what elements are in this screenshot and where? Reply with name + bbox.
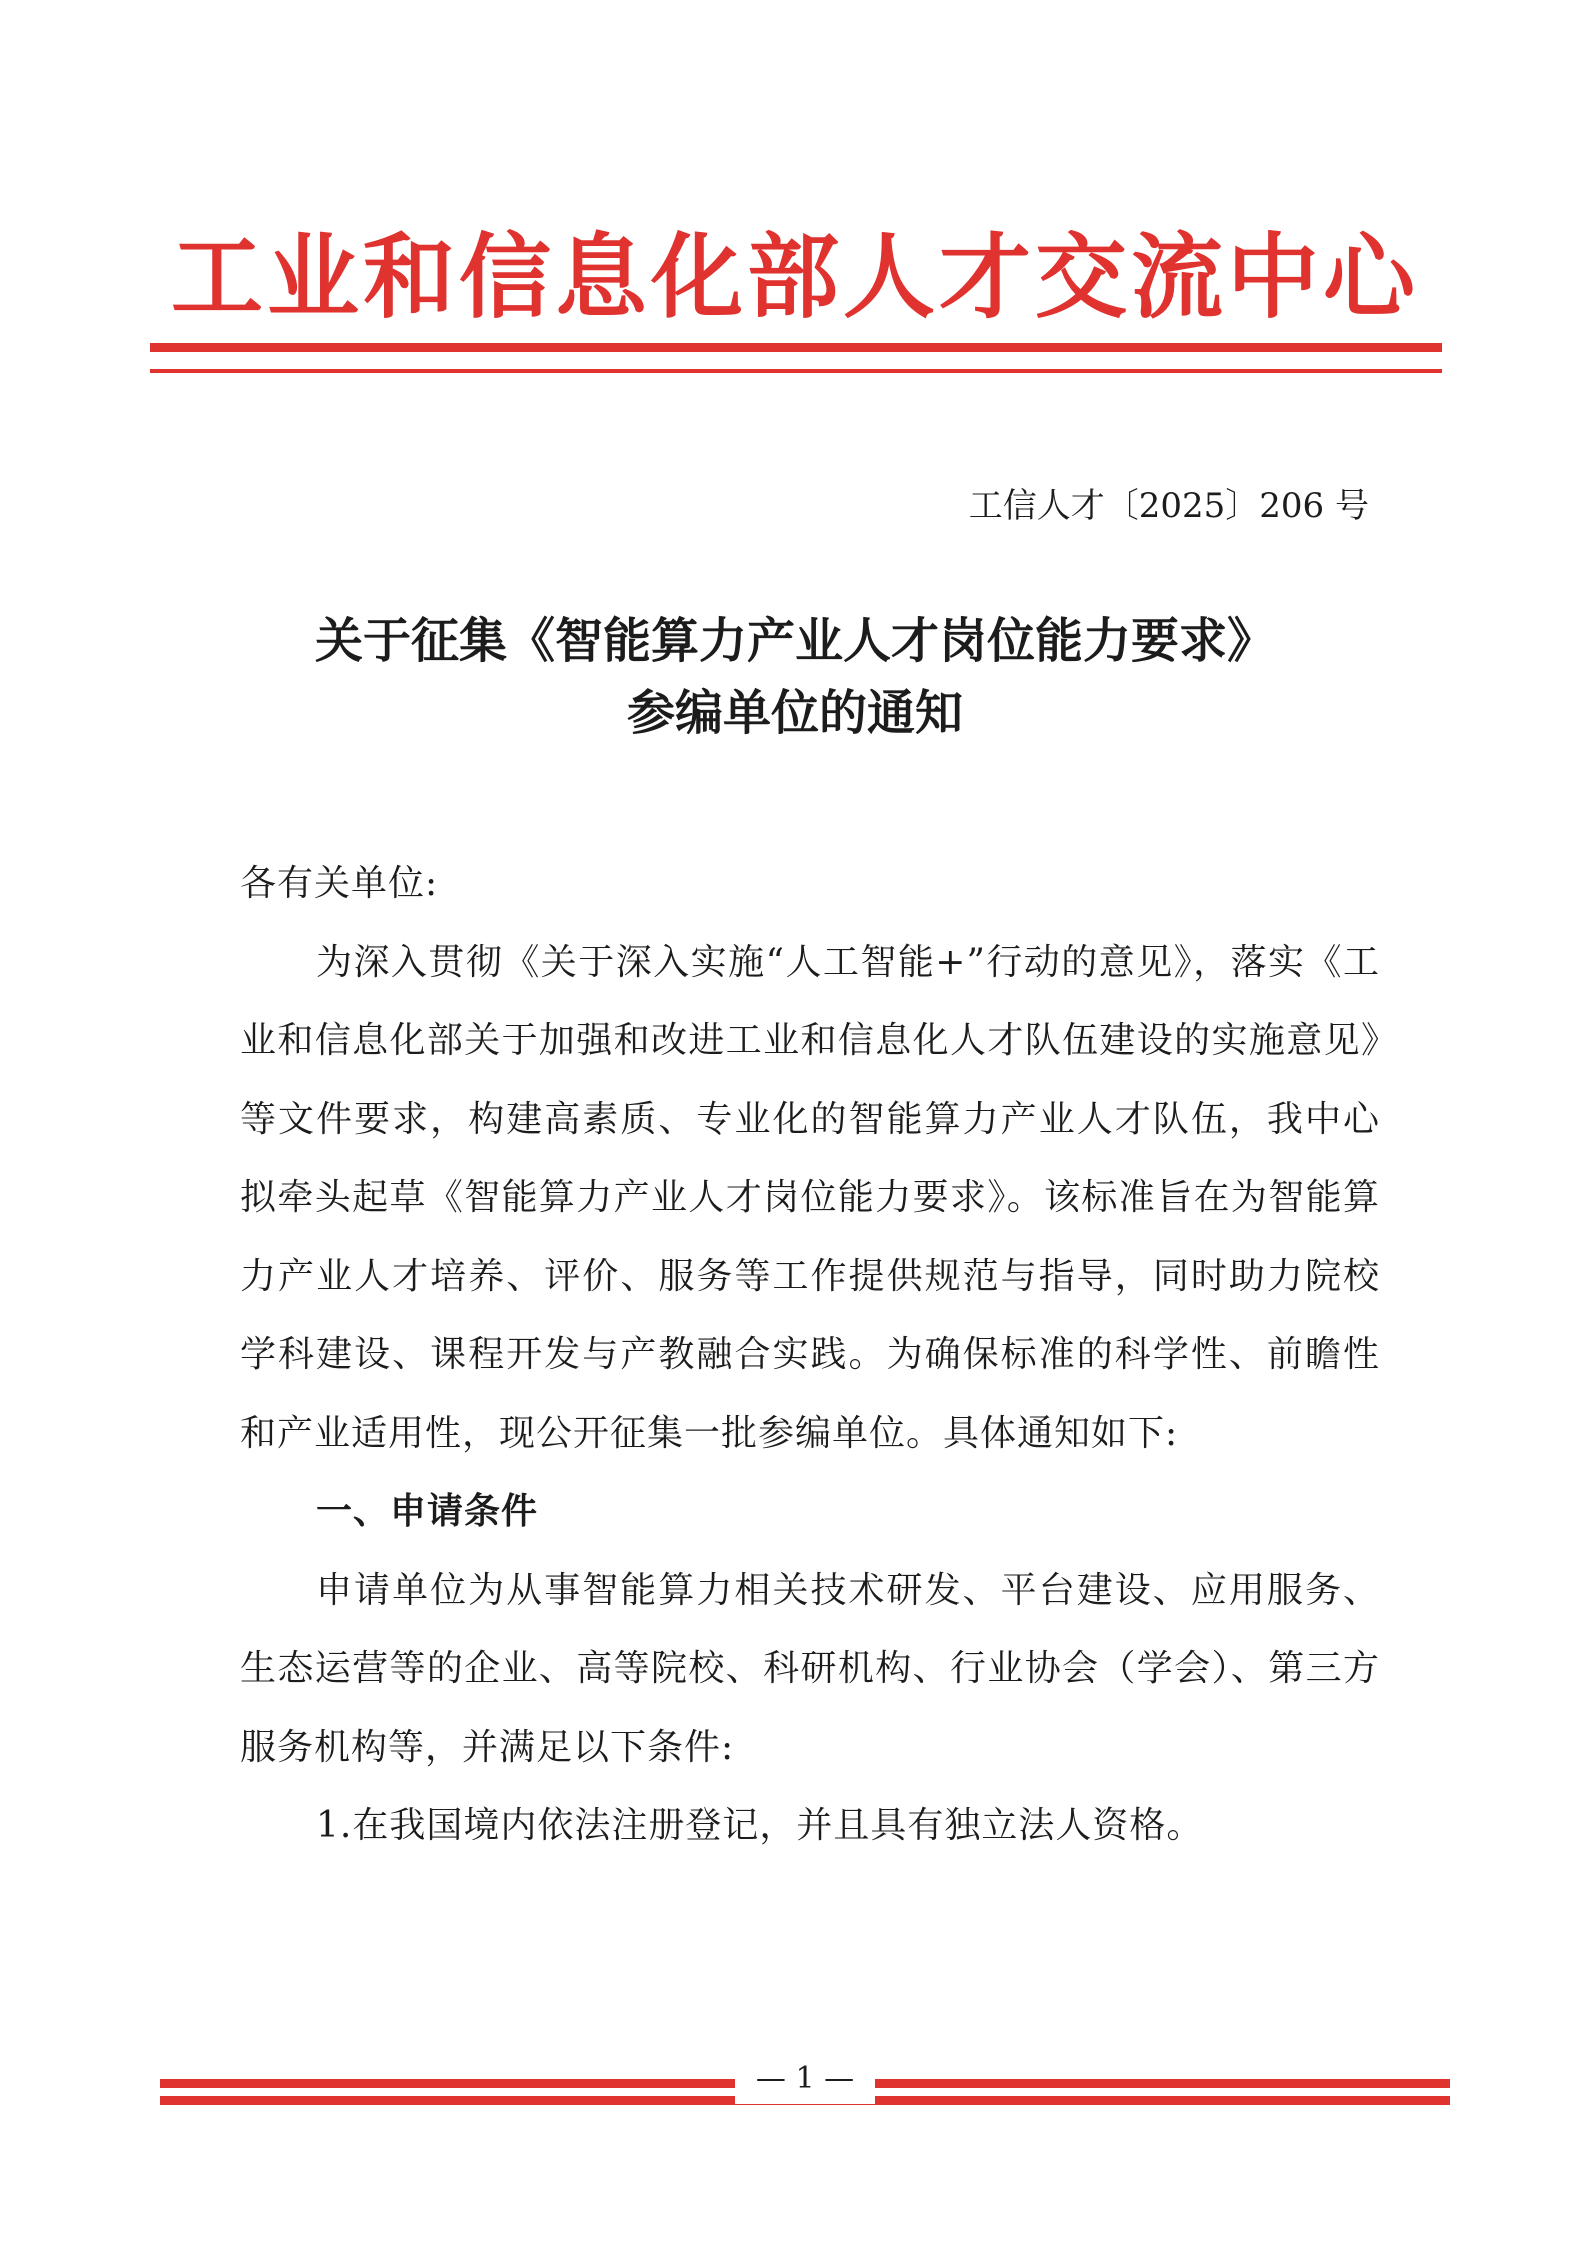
section-1-paragraph: 申请单位为从事智能算力相关技术研发、平台建设、应用服务、生态运营等的企业、高等院校、科研机构、行业协会（学会）、第三方服务机构等，并满足以下条件:	[240, 1569, 1380, 1768]
title-line-2: 参编单位的通知	[626, 685, 963, 741]
masthead-title: 工业和信息化部人才交流中心	[170, 223, 1419, 331]
document-title	[150, 605, 1440, 749]
intro-paragraph: 为深入贯彻《关于深入实施“人工智能+”行动的意见》，落实《工业和信息化部关于加强和改进工业和信息化人才队伍建设的实施意见》等文件要求，构建高素质、专业化的智能算力产业人才队伍，我中心拟牵头起草《智能算力产业人才岗位能力要求》。该标准旨在为智能算力产业人才培养、评价、服务等工作提供规范与指导，同时助力院校学科建设、课程开发与产教融合实践。为确保标准的科学性、前瞻性和产业适用性，现公开征集一批参编单位。具体通知如下:	[240, 941, 1380, 1454]
document-body	[240, 845, 1380, 1866]
masthead-rule-thin	[150, 369, 1442, 373]
masthead-rule-thick	[150, 343, 1442, 352]
document-number: 工信人才〔2025〕206 号	[968, 486, 1369, 526]
condition-1: 1.在我国境内依法注册登记，并且具有独立法人资格。	[316, 1805, 1204, 1846]
title-line-1: 关于征集《智能算力产业人才岗位能力要求》	[314, 613, 1275, 669]
page-number: — 1 —	[735, 2054, 875, 2104]
section-1-heading: 一、申请条件	[316, 1491, 539, 1532]
salutation: 各有关单位:	[240, 863, 439, 904]
